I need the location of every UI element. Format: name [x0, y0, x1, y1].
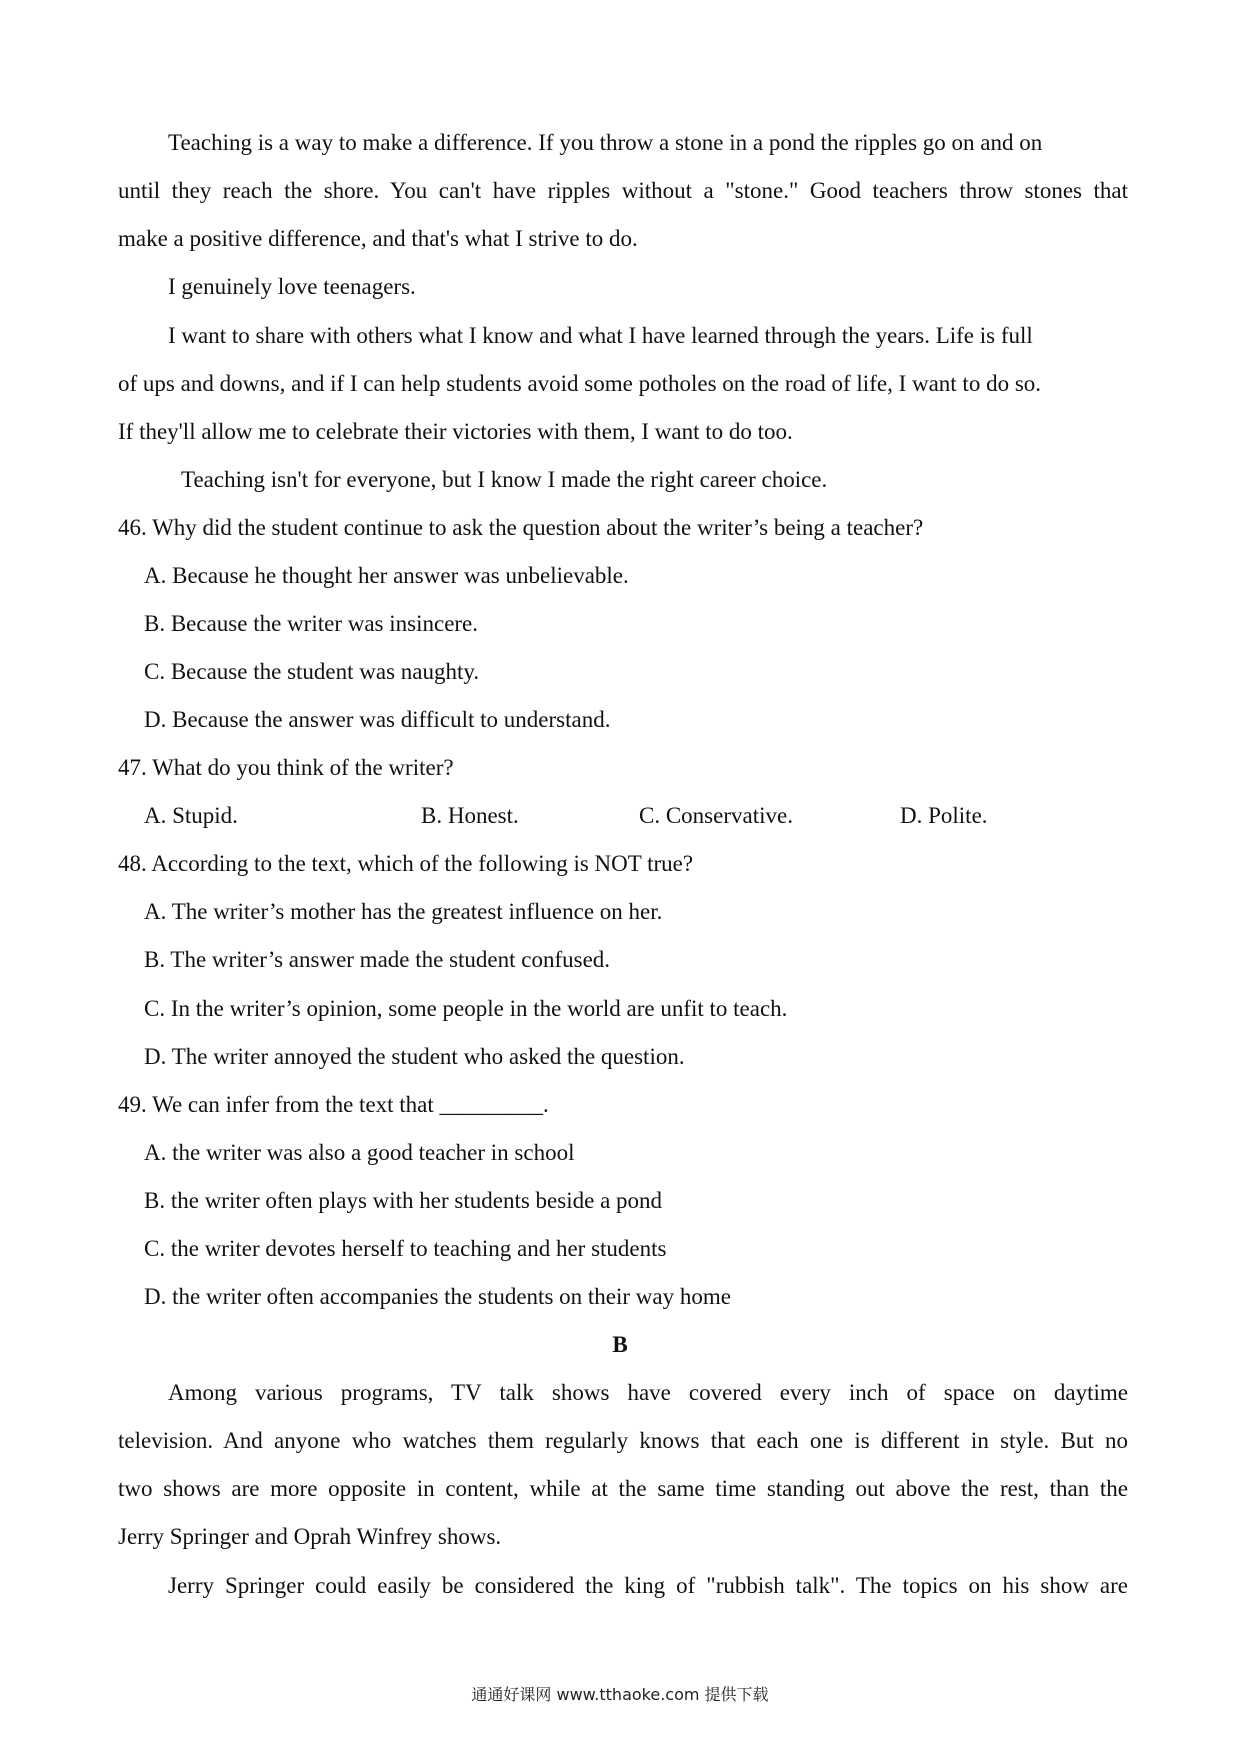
- answer-option: B. Because the writer was insincere.: [144, 611, 479, 636]
- question-stem: 48. According to the text, which of the following is NOT true?: [118, 851, 694, 876]
- answer-option: C. Because the student was naughty.: [144, 659, 480, 684]
- question-stem: 49. We can infer from the text that _________.: [118, 1092, 549, 1117]
- answer-option: D. The writer annoyed the student who asked the question.: [144, 1044, 685, 1069]
- answer-option: B. Honest.: [421, 803, 519, 828]
- passage-line: make a positive difference, and that's what I strive to do.: [118, 226, 638, 251]
- section-title: B: [612, 1332, 628, 1357]
- passage-line: Among various programs, TV talk shows have covered every inch of space on daytime: [168, 1380, 1128, 1405]
- passage-line: Teaching is a way to make a difference. If you throw a stone in a pond the ripples go on and on: [168, 130, 1043, 155]
- passage-line: I genuinely love teenagers.: [168, 274, 416, 299]
- answer-option: B. the writer often plays with her students beside a pond: [144, 1188, 663, 1213]
- passage-line: two shows are more opposite in content, while at the same time standing out above the rest, than the: [118, 1476, 1128, 1501]
- page-footer: 通通好课网 www.tthaoke.com 提供下载: [471, 1685, 769, 1704]
- passage-line: until they reach the shore. You can't have ripples without a "stone." Good teachers throw stones that: [118, 178, 1128, 203]
- passage-line: Jerry Springer could easily be considered the king of "rubbish talk". The topics on his show are: [168, 1573, 1128, 1598]
- answer-option: A. Stupid.: [144, 803, 238, 828]
- answer-option: B. The writer’s answer made the student confused.: [144, 947, 611, 972]
- answer-options-row: [0, 801, 1240, 831]
- passage-line: I want to share with others what I know and what I have learned through the years. Life is full: [168, 323, 1033, 348]
- answer-option: D. Because the answer was difficult to understand.: [144, 707, 611, 732]
- answer-option: C. the writer devotes herself to teaching and her students: [144, 1236, 667, 1261]
- passage-line: If they'll allow me to celebrate their victories with them, I want to do too.: [118, 419, 793, 444]
- passage-line: of ups and downs, and if I can help students avoid some potholes on the road of life, I want to do so.: [118, 371, 1042, 396]
- passage-line: Teaching isn't for everyone, but I know I made the right career choice.: [181, 467, 828, 492]
- passage-line: Jerry Springer and Oprah Winfrey shows.: [118, 1524, 502, 1549]
- question-stem: 46. Why did the student continue to ask the question about the writer’s being a teacher?: [118, 515, 924, 540]
- question-stem: 47. What do you think of the writer?: [118, 755, 454, 780]
- answer-option: D. the writer often accompanies the students on their way home: [144, 1284, 731, 1309]
- answer-option: A. the writer was also a good teacher in school: [144, 1140, 575, 1165]
- answer-option: A. The writer’s mother has the greatest influence on her.: [144, 899, 663, 924]
- answer-option: A. Because he thought her answer was unbelievable.: [144, 563, 629, 588]
- answer-option: C. In the writer’s opinion, some people in the world are unfit to teach.: [144, 996, 788, 1021]
- answer-option: D. Polite.: [900, 803, 988, 828]
- passage-line: television. And anyone who watches them regularly knows that each one is different in style. But no: [118, 1428, 1128, 1453]
- answer-option: C. Conservative.: [639, 803, 793, 828]
